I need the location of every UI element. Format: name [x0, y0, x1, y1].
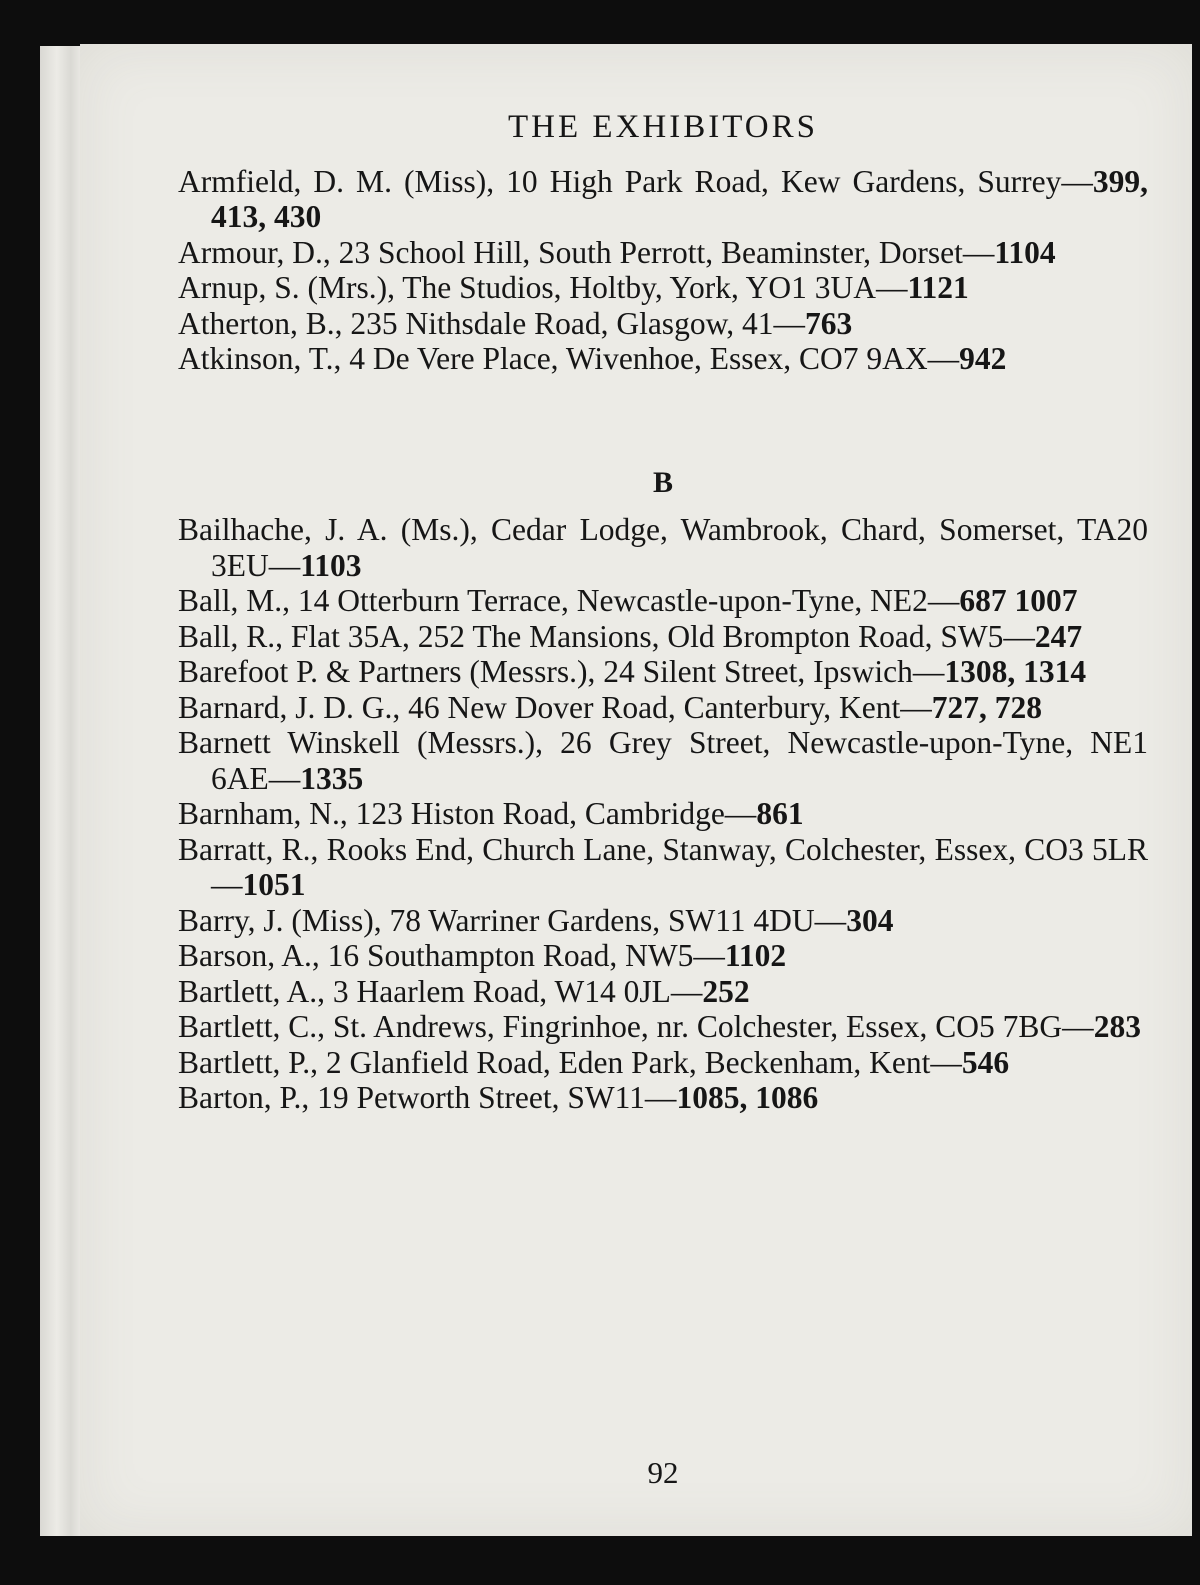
entry-numbers: 687 1007: [959, 583, 1078, 618]
entry-numbers: 727, 728: [931, 689, 1043, 725]
entry-numbers: 1308, 1314: [944, 654, 1087, 689]
exhibitor-entry: [178, 654, 1148, 690]
entry-numbers: 1103: [300, 547, 362, 583]
entry-text: Ball, R., Flat 35A, 252 The Mansions, Old Brompton Road, SW5—: [178, 618, 1035, 654]
entry-text: Armfield, D. M. (Miss), 10 High Park Road, Kew Gardens, Surrey—: [178, 163, 1093, 199]
exhibitor-entry: [178, 270, 1148, 306]
entry-text: Barton, P., 19 Petworth Street, SW11—: [178, 1080, 677, 1115]
entry-text: Bartlett, C., St. Andrews, Fingrinhoe, nr. Colchester, Essex, CO5 7BG—: [178, 1009, 1094, 1044]
exhibitor-entry: [178, 619, 1148, 655]
entry-text: Barnard, J. D. G., 46 New Dover Road, Canterbury, Kent—: [178, 689, 932, 725]
exhibitor-entry: [178, 341, 1148, 377]
exhibitor-entry: [178, 583, 1148, 619]
page-title: THE EXHIBITORS: [508, 109, 818, 145]
book-page: [80, 44, 1192, 1536]
entry-numbers: 942: [959, 341, 1007, 376]
entry-text: Bartlett, A., 3 Haarlem Road, W14 0JL—: [178, 973, 703, 1009]
entry-numbers: 1104: [994, 234, 1056, 270]
entry-text: Armour, D., 23 School Hill, South Perrott, Beaminster, Dorset—: [178, 234, 995, 270]
entry-text: Barry, J. (Miss), 78 Warriner Gardens, SW11 4DU—: [178, 902, 847, 938]
exhibitor-list: [178, 164, 1148, 377]
entry-text: Atherton, B., 235 Nithsdale Road, Glasgow, 41—: [178, 305, 806, 341]
entry-numbers: 1102: [724, 938, 787, 973]
entry-text: Ball, M., 14 Otterburn Terrace, Newcastle-upon-Tyne, NE2—: [178, 583, 960, 618]
entry-text: Barnett Winskell (Messrs.), 26 Grey Street, Newcastle-upon-Tyne, NE1 6AE—: [178, 725, 1148, 796]
entry-numbers: 399, 413, 430: [211, 163, 1148, 234]
exhibitor-entry: [178, 903, 1148, 939]
page-number: 92: [647, 1455, 679, 1490]
entry-text: Atkinson, T., 4 De Vere Place, Wivenhoe, Essex, CO7 9AX—: [178, 341, 960, 376]
section-a: [178, 164, 1148, 377]
entry-numbers: 283: [1093, 1009, 1141, 1044]
entry-numbers: 1051: [242, 867, 306, 902]
section-b: [178, 465, 1148, 1116]
exhibitor-entry: [178, 796, 1148, 832]
entry-numbers: 304: [846, 902, 894, 938]
exhibitor-entry: [178, 1009, 1148, 1045]
entry-numbers: 546: [961, 1044, 1010, 1080]
entry-numbers: 861: [756, 796, 804, 831]
exhibitor-entry: [178, 164, 1148, 235]
exhibitor-entry: [178, 938, 1148, 974]
entry-numbers: 247: [1034, 618, 1083, 654]
exhibitor-entry: [178, 832, 1148, 903]
entry-text: Bailhache, J. A. (Ms.), Cedar Lodge, Wambrook, Chard, Somerset, TA20 3EU—: [178, 512, 1148, 583]
entry-numbers: 1335: [300, 760, 364, 796]
exhibitor-entry: [178, 306, 1148, 342]
entry-text: Arnup, S. (Mrs.), The Studios, Holtby, York, YO1 3UA—: [178, 270, 908, 305]
entry-text: Barratt, R., Rooks End, Church Lane, Stanway, Colchester, Essex, CO3 5LR—: [178, 831, 1148, 902]
entry-text: Barson, A., 16 Southampton Road, NW5—: [178, 938, 725, 973]
entry-text: Barefoot P. & Partners (Messrs.), 24 Silent Street, Ipswich—: [178, 654, 945, 689]
page-content: [178, 109, 1148, 1490]
exhibitor-entry: [178, 1080, 1148, 1116]
exhibitor-entry: [178, 235, 1148, 271]
entry-numbers: 1085, 1086: [676, 1080, 819, 1115]
entry-numbers: 763: [805, 305, 853, 341]
exhibitor-list: [178, 512, 1148, 1116]
exhibitor-entry: [178, 512, 1148, 583]
entry-text: Barnham, N., 123 Histon Road, Cambridge—: [178, 796, 757, 831]
entry-numbers: 1121: [907, 270, 969, 305]
exhibitor-entry: [178, 690, 1148, 726]
section-letter-heading: B: [652, 465, 673, 499]
entry-numbers: 252: [702, 973, 750, 1009]
exhibitor-entry: [178, 1045, 1148, 1081]
exhibitor-entry: [178, 725, 1148, 796]
exhibitor-entry: [178, 974, 1148, 1010]
entry-text: Bartlett, P., 2 Glanfield Road, Eden Park, Beckenham, Kent—: [178, 1044, 962, 1080]
